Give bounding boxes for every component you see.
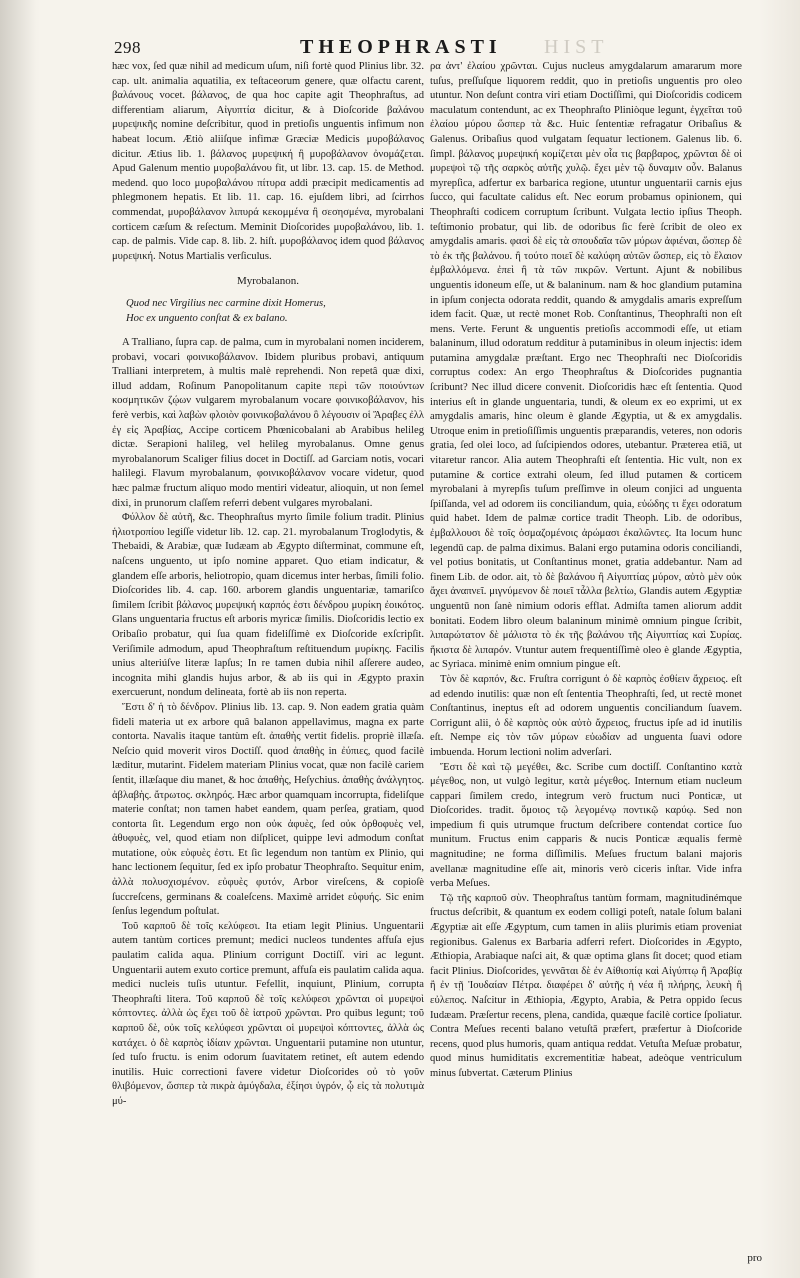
section-heading: Myrobalanon. (236, 275, 299, 288)
bleed-through-title: HIST (544, 36, 609, 58)
running-head (104, 36, 734, 60)
paragraph: A Tralliano, ſupra cap. de palma, cum in myrobalani nomen inciderem, probavi, vocari φοινικοβάλανον. Ibidem pluribus probavi, antiquum Tralliani interpretem, à multis malè reprehendi. Non repetâ quæ dixi, illud addam, Roſinum Panopolitanum capite περὶ τῶν ποιούντων κοσμητικῶν ζῴων vulgarem myrobalanum vocare φοινικοβάλανον, his ferè verbis, καὶ λαβὼν φλοιὸν φοινικοβαλάνου ὃ λέγουσιν οἱ Ἄραβες ἐλλ ἐγ εἰς Ἀραβίας, Accipe corticem Phœnicobalani ab Arabibus helileg dictæ. Serapioni halileg, vel helileg myrobalanus. Omne genus myrobalanorum Scaliger filius docet in Doctiſſ. ad Garciam notis, vocari halilegi. Flavum myrobalanum, φοινικοβάλανον vocare videtur, quod hæc palmæ fructum aliquo modo mentiri videatur, alioquin, ut non ſemel dixi, in prunorum claſſem referri debent vulgares myrobalani. (112, 337, 424, 509)
paragraph: Τοῦ καρποῦ δὲ τοῖς κελύφεσι. Ita etiam legit Plinius. Unguentarii autem tantùm cortices premunt; medici nucleos tundentes affuſa ejus paulatim calida aqua. Plinium corrigunt Doctiſſ. viri ac legunt. Unguentarii autem exuto cortice premunt, affuſa eis paulatim calida aqua. medici nucleis tuſis utuntur. Fefellit, inquiunt, Plinium, corrupta Theophraſti litera. Τοῦ καρποῦ δὲ τοῖς κελύφεσι χρῶνται οἱ μυρεψοὶ κόπτοντες. ἀλλὰ ὡς ἔχει τοῦ δὲ ἰατροῦ χρῶνται. Pro quibus legunt; τοῦ καρποῦ δὲ, οὐκ τοῖς κελύφεσι χρῶνται οἱ μυρεψοὶ κόπτοντες, ἀλλὰ ὡς κατάχει. ὁ δὲ καρπὸς ἰδίαιν χρῶνται. Unguentarii putamine non utuntur, ſed tuſo fructu. is enim odorum ſuavitatem retinet, eſt autem edendo inutilis. Huic correctioni favere videtur Dioſcorides οὐ τὸ γοῦν θλιβόμενον, ὥσπερ τὰ πικρὰ ἀμύγδαλα, ἐξίησι ὑγρόν, ᾧ εἰς τὰ πολυτιμὰ μύ- (112, 920, 424, 1107)
paragraph: ρα ἀντ' ἐλαίου χρῶνται. Cujus nucleus amygdalarum amararum more tuſus, preſſuſque liquorem reddit, quo in pretioſis unguentis pro oleo utuntur. Non deſunt contra viri etiam Doctiſſimi, qui Dioſcoridis codicem maculatum contendunt, ac ex Theophraſto Pliniòque legunt, ἐγχεῖται τοῦ ἐλαίου μύρου ὥσπερ τὰ &c. Huic ſententiæ refragatur Oribaſius & Galenus. Oribaſius quod vulgatam ſequatur lectionem. Galenus lib. 6. ſimpl. βάλανος μυρεψική κομίζεται μὲν οἷα τις βαρβαρος, χρῶνται δὲ οἱ μυρεψοὶ τῷ τῆς σαρκὸς αὐτῆς χυλῷ. ἔχει μὲν τῷ δυναμιν οὖν. Balanus myrepſica, adfertur ex barbarica regione, utuntur unguentarii carnis ejus ſucco, qui facultate calidus eſt. Nec eorum probamus opinionem, qui Theophraſti codicem corruptum ſcribunt. Vulgata lectio ipſius Theoph. teſtimonio probatur, qui lib. de odoribus ſic ferè ſcribit de oleo ex amygdalis amaris. φασὶ δὲ εἰς τὰ σπουδαῖα τῶν μύρων ἀφιέναι, ὥσπερ δὲ τὸ ἐκ τῆς βαλάνου. ἢ τούτο ποιεῖ δὲ καλύφη αὐτῶν ὥσπερ, εἰς τὸ ἔλαιον ἐμβαλλόμενα. ἐπεὶ ἢ τὰ τῶν πικρῶν. Vertunt. Ajunt & nobilibus unguentis idoneum eſſe, ut & balaninum. nam & hoc glandium putamina in ipſum conjecta odorata reddit, quando & amygdalis amaris expreſſum idem facit. Quæ, ut rectè monet Rob. Conſtantinus, Theophraſti non eſt mens. Verte. Ferunt & unguentis pretioſis accommodi eſſe, ut etiam balaninum, illud odoratum redditur à putaminibus in oleum injectis: idem putamina amygdalæ præſtant. Ergo nec Theophraſti nec Dioſcoridis corruptus codex: An ergo Theophraſtus & Dioſcorides pugnantia ſcribunt? Nec illud dicere convenit. Dioſcoridis hæc eſt ſententia. Quod interius eſt in glande unguentaria, tundi, & oleum ex eo exprimi, ut ex amygdalis amaris, hinc oleum è glande Ægyptia, ut & ex amygdalis. Utroque enim in pretioſiſſimis unguentis præparandis, veteres, non odoris gratia, ſed olei loco, ad ſuſcipiendos odores, utebantur. Præterea etiā, ut vitaretur rancor. Alia autem Theophraſti eſt ſententia. Hic vult, non ex putamine & cortice extrahi oleum, ſed illud putamen & corticem myrobalani à myrepſis tuſum preſſimve in oleum conjici ad unguenta ſpiſſanda, vel ad odorem iis conciliandum, quia, εὐώδης τι ἔχει odoratum quid habet. Idem de palmæ cortice tradit Theoph. Lib. de odoribus, ἐμβαλλουσι δὲ τοῖς ὀσμαζομένοις ἀρώμασι ἐκαλῶντες. Ita locum hunc legendū cap. de palma diximus. Balani ergo putamina odoris conciliandi, vel potius bonitatis, ut Conſtantinus monet, gratia addebantur. Nam ad finem Lib. de odor. ait, τὸ δὲ βαλάνου ἢ Αἰγυπτίας μύρον, αὐτὸ μὲν οὐκ ἄχει ἀναπνεῖ. μιγνύμενον δὲ ποιεῖ τἆλλα βελτίω, Glandis autem Ægyptiæ unguentū non ſanè nimium odoris efflat. Admiſta tamen aliorum addit bonitati. Eodem libro oleum balaninum minimè omnium pingue ſcribit, λιπαρώτατον δὲ μάλιστα τὸ ἐκ τῆς βαλάνου τῆς Αἰγυπτίας καὶ Συρίας. ἥκιστα δὲ λιπαρόν. Vtuntur autem frequentiſſimè oleo è glande Ægyptia, ac Syriaca. minimè enim omnium pingue eſt. (430, 61, 742, 671)
verse (126, 297, 424, 326)
verse-line: Hoc ex unguento conſtat & ex balano. (126, 312, 288, 324)
paragraph: Τὸν δὲ καρπόν, &c. Fruſtra corrigunt ὁ δὲ καρπὸς ἐσθίειν ἄχρειος. eſt ad edendo inutilis: quæ non eſt ſententia Theophraſti, ſed, ut rectè monet Conſtantinus, ineptus eſt ad odorem unguentis conciliandum ſuavem. Corrigunt alii, ὁ δὲ καρπὸς οὐκ αὐτὸ ἄχρειος, fructus ipſe ad id inutilis eſt. Nempe εἰς τὸν τῶν μύρων εὐωδίαν ad unguenta ſuavi odore imbuenda. Horum lectioni nolim adverſari. (430, 673, 742, 758)
left-column (112, 60, 424, 1250)
right-column (430, 60, 742, 1250)
running-title: THEOPHRASTI (300, 36, 502, 58)
paragraph: Ἔστι δ' ἡ τὸ δένδρον. Plinius lib. 13. cap. 9. Non eadem gratia quàm fideli materia ut ex arbore quâ balanon appellavimus, magna ex parte contorta. Navalis itaque tantùm eſt. ἀπαθὴς vertit fidelis. propriè illæſa. Neſcio quid moverit viros Doctiſſ. quod ἀπαθὴς in ἐύπιες, quod facilè læditur, mutarint. Fidelem materiam Plinius vocat, quæ non facilè cariem ſentit, illæſaque diu manet, & hoc ἀπαθὴς, Heſychius. ἀπαθὴς ἀνάλγητος. ἀβλαβὴς. ἄτρωτος. σκληρός. Hæc arbor quamquam incorrupta, fideliſque materie conſtat; non tamen habet eandem, quam perſea, gratiam, quod contorta ſit. Legendum ergo non οὐκ ἀφυὲς, ſed οὐκ ὀρθοφυὲς vel, ἀθυφυὲς, vel, quod etiam non diſplicet, quippe levi admodum conſtat mutatione, οὐκ εὐφυὲς ἐστι. Et ſic legendum non tantùm ex Plinio, qui hanc lectionem ſequitur, ſed ex ipſo probatur Theophraſto. Sequitur enim, ἀλλὰ πολυσχισμένον. εὐφυὲς φυτόν, Arbor vireſcens, & copioſè ſuccreſcens, germinans & coaleſcens. Maximè arridet εὐφυής. Sic enim ſenſus legendum poſtulat. (112, 701, 424, 918)
page-number: 298 (114, 38, 141, 57)
paragraph: Φύλλον δὲ αὐτῆ, &c. Theophraſtus myrto ſimile folium tradit. Plinius ἡλιοτροπίου legiſſe videtur lib. 12. cap. 21. myrobalanum Troglodytis, & Thebaidi, & Arabiæ, quæ Iudæam ab Ægypto diſterminat, commune eſt, naſcens unguento, ut ipſo nomine apparet. Quo etiam indicatur, & glandem eſſe arboris, heliotropio, quam dicemus inter herbas, ſimili folio. Dioſcorides lib. 4. cap. 160. arborem glandis unguentariæ, tamariſco ſimilem ſcribit βάλανος μυρεψική καρπός ἐστι δένδρου μυρίκη ἐοικότος. Glans unguentaria fructus eſt arboris myricæ ſimilis. Dioſcoridis lectio ex Oribaſio probatur, qui ſua quam fideliſſimè ex Dioſcoride exſcripſit. Veriſimile admodum, apud Theophraſtum reſtituendum μυρίκης. Facilis unius alteriúſve literæ lapſus; In re tamen dubia nihil aſſerere audeo, incognita mihi glandis hujus arbor, & ab iis qui in Ægypto praxin exercuerunt, nondum delineata, fortè ab iis non reperta. (112, 512, 424, 699)
paragraph: Ἔστι δὲ καὶ τῷ μεγέθει, &c. Scribe cum doctiſſ. Conſtantino κατὰ μέγεθος, non, ut vulgò legitur, κατὰ μέγεθος. Internum etiam nucleum cappari ſimilem credo, integrum verò fructum nuci Ponticæ, ut Dioſcorides. tradit. ὅμοιος τῷ λεγομένῳ ποντικῷ καρύῳ. Sed non impedium fi quis utrumque fructum deſcribere contendat cortice ſuo munitum. Fructus enim capparis & nucis Ponticæ æqualis fermè magnitudine; ne forma diſſimilis. Meſues fructum balani majoris avellanæ magnitudine eſſe ait, minoris verò ciceris inſtar. Vide infra verba Meſues. (430, 761, 742, 890)
gutter-shadow (0, 0, 36, 1278)
paragraph: Τῷ τῆς καρποῦ σὺν. Theophraſtus tantùm formam, magnitudinémque fructus deſcribit, & quantum ex eodem colligi poteſt, natale ſolum balani Ægyptiæ ait eſſe Ægyptum, cum tamen in aliis plurimis etiam proveniat regionibus. Galenus ex Barbaria adferri refert. Dioſcorides in Ægypto, Æthiopia, Arabiaque naſci ait, & quæ optima glans ſit docet; quod etiam facit Plinius. Dioſcorides, γεννᾶται δὲ ἐν Αἰθιοπίᾳ καὶ Αἰγύπτῳ ἢ Ἀραβίᾳ ἢ ἐν τῇ Ἰουδαίαν Πέτρα. διαφέρει δ' αὐτῆς ἡ νέα ἢ πλήρης, λευκὴ ἢ εὐλεπος. Naſcitur in Æthiopia, Ægypto, Arabia, & Petra oppido ſecus Iudæam. Præſertur recens, plena, candida, quæque facilè cortice ſpoliatur. Contra Meſues recenti balano vetuſtā præfert, præfertur à Dioſcoride recens, quod plus humoris, quam antiqua reddat. Vetuſta Meſuæ probatur, quod minus humiditatis excrementitiæ habeat, adeòque ventriculum minus ſubvertat. Cæterum Plinius (430, 892, 742, 1079)
catchword: pro (747, 1252, 762, 1264)
paragraph: hæc vox, ſed quæ nihil ad medicum uſum, niſi fortè quod Plinius libr. 32. cap. ult. animalia aquatilia, ex teſtaceorum genere, quæ olfactu carent, βαλάνους vocet. βάλανος, de qua hoc capite agit Theophraſtus, ad differentiam aliarum, Αἰγυπτία dicitur, & à Dioſcoride βαλάνου μυρεψικῆς nomine deſcribitur, quod in pretioſis unguentis infimum non habeat locum. Ætiò aliiſque infimæ Græciæ Medicis μυροβάλανος dicitur. Ætius lib. 1. βάλανος μυρεψική ἢ μυροβάλανον ὀνομάζεται. Apud Galenum mentio μυροβαλάνου fit, ut libr. 13. cap. 15. de Method. medend. quo loco μυροβαλάνου πίτυρα addi præcipit medicamentis ad phlegmonem hepatis. Et lib. 11. cap. 16. ejuſdem libri, ad ſcirrhos commendat, μυροβάλανον λιπυρά κεκομμένα ἢ σεσησμένα, myrobalani corticem cæſum & reſectum. Meminit Dioſcorides μυροβαλάνου, lib. 1. cap. de palmis. Vide cap. 8. lib. 2. hiſt. μυροβάλανος idem quod βάλανος μυρεψική. Notus Martialis verſiculus. (112, 61, 424, 262)
verse-line: Quod nec Virgilius nec carmine dixit Homerus, (126, 297, 326, 309)
